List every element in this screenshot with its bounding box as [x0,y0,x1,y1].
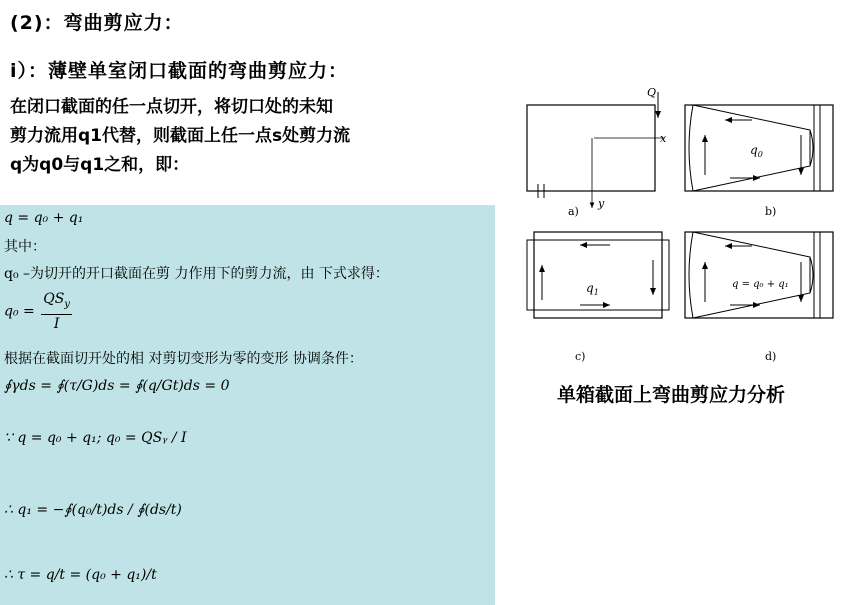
q-sum-label: q = q₀ + q₁ [732,279,789,290]
fraction-denominator: I [53,315,60,332]
formula-q0-equation [4,290,74,333]
panel-b-label: b) [765,205,777,218]
formula-label-qizhong: 其中： [4,239,46,255]
formula-q1-solution: ∴ q₁ = −∮(q₀/t)ds / ∮(ds/t) [4,502,182,518]
formula-q0-lhs: q₀ = [4,303,35,320]
panel-c-label: c) [575,350,586,363]
axis-y-label: y [598,197,605,210]
formula-integral-condition: ∮γds = ∮(τ/G)ds = ∮(q/Gt)ds = 0 [4,378,230,394]
formula-compatibility-condition: 根据在截面切开处的相 对剪切变形为零的变形 协调条件： [4,351,363,367]
formula-tau-result: ∴ τ = q/t = (q₀ + q₁)/t [4,567,157,583]
panel-b [685,105,833,218]
panel-a-label: a) [568,205,579,218]
formula-panel [0,205,495,605]
figure-caption: 单箱截面上弯曲剪应力分析 [557,384,786,406]
intro-paragraph [10,93,350,180]
axis-x-label: x [660,132,667,145]
section-heading: (2)：弯曲剪应力： [10,12,184,34]
load-q-label: Q [647,86,657,99]
intro-line-1: 在闭口截面的任一点切开，将切口处的未知 [10,97,333,117]
panel-d-label: d) [765,350,777,363]
fraction-numerator: QS [43,291,65,307]
formula-because: ∵ q = q₀ + q₁; q₀ = QSᵧ / I [4,430,187,446]
shear-flow-figure [520,80,840,370]
formula-q0-definition: q₀ –为切开的开口截面在剪 力作用下的剪力流，由 下式求得： [4,266,389,282]
intro-line-3: q为q0与q1之和，即： [10,155,190,175]
panel-d [685,232,833,363]
intro-line-2: 剪力流用q1代替，则截面上任一点s处剪力流 [10,126,351,146]
panel-c [527,232,669,363]
fraction [41,290,72,333]
formula-q-sum: q = q₀ + q₁ [4,210,84,226]
subsection-heading: i）：薄壁单室闭口截面的弯曲剪应力： [10,60,349,82]
q1-label: $q_1$ [586,281,599,297]
q0-label: $q_0$ [750,143,763,159]
panel-a [527,86,667,218]
subscript: y [64,298,70,310]
